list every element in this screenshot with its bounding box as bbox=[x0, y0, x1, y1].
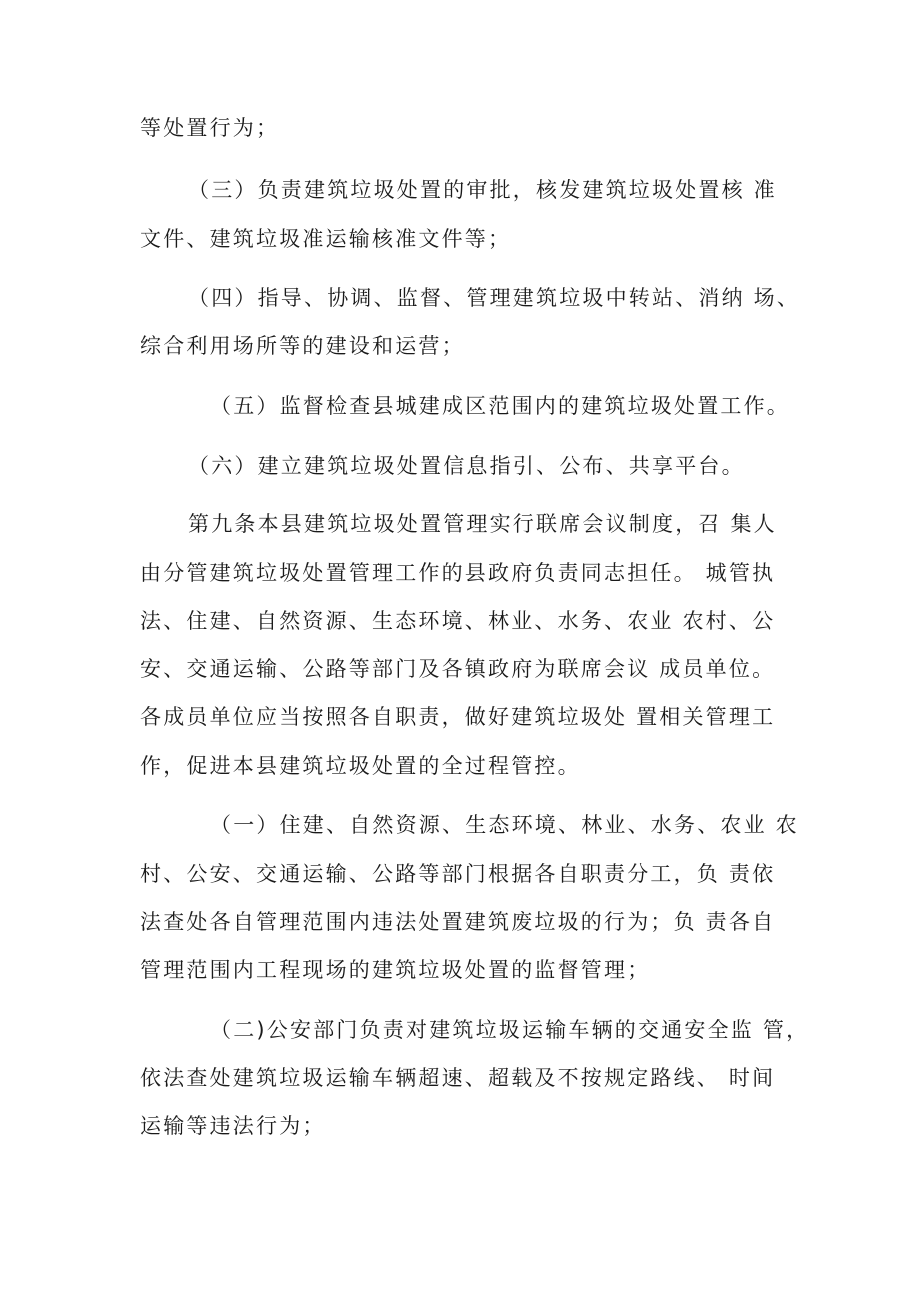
text-line: 第九条本县建筑垃圾处置管理实行联席会议制度，召 集人 bbox=[188, 512, 777, 536]
text-line: （四）指导、协调、监督、管理建筑垃圾中转站、消纳 场、 bbox=[188, 286, 801, 310]
text-line: （一）住建、自然资源、生态环境、林业、水务、农业 农 bbox=[210, 813, 799, 837]
text-line: 作，促进本县建筑垃圾处置的全过程管控。 bbox=[140, 754, 581, 778]
text-line: 各成员单位应当按照各自职责，做好建筑垃圾处 置相关管理工 bbox=[140, 705, 776, 729]
text-line: 文件、建筑垃圾准运输核准文件等； bbox=[140, 227, 512, 251]
text-line: 综合利用场所等的建设和运营； bbox=[140, 334, 465, 358]
text-line: （五）监督检查县城建成区范围内的建筑垃圾处置工作。 bbox=[210, 394, 790, 418]
text-line: 依法查处建筑垃圾运输车辆超速、超载及不按规定路线、 时间 bbox=[140, 1066, 776, 1090]
text-line: （三）负责建筑垃圾处置的审批，核发建筑垃圾处置核 准 bbox=[188, 178, 777, 202]
text-line: 法、住建、自然资源、生态环境、林业、水务、农业 农村、公 bbox=[140, 609, 776, 633]
text-line: 法查处各自管理范围内违法处置建筑废垃圾的行为；负 责各自 bbox=[140, 910, 776, 934]
text-line: 由分管建筑垃圾处置管理工作的县政府负责同志担任。 城管执 bbox=[140, 561, 776, 585]
text-line: 安、交通运输、公路等部门及各镇政府为联席会议 成员单位。 bbox=[140, 657, 776, 681]
text-line: （六）建立建筑垃圾处置信息指引、公布、共享平台。 bbox=[188, 454, 745, 478]
text-line: （二)公安部门负责对建筑垃圾运输车辆的交通安全监 管， bbox=[210, 1018, 810, 1042]
text-line: 运输等违法行为； bbox=[140, 1114, 326, 1138]
text-line: 村、公安、交通运输、公路等部门根据各自职责分工，负 责依 bbox=[140, 862, 776, 886]
text-line: 管理范围内工程现场的建筑垃圾处置的监督管理； bbox=[140, 958, 651, 982]
text-line: 等处置行为； bbox=[140, 116, 280, 140]
